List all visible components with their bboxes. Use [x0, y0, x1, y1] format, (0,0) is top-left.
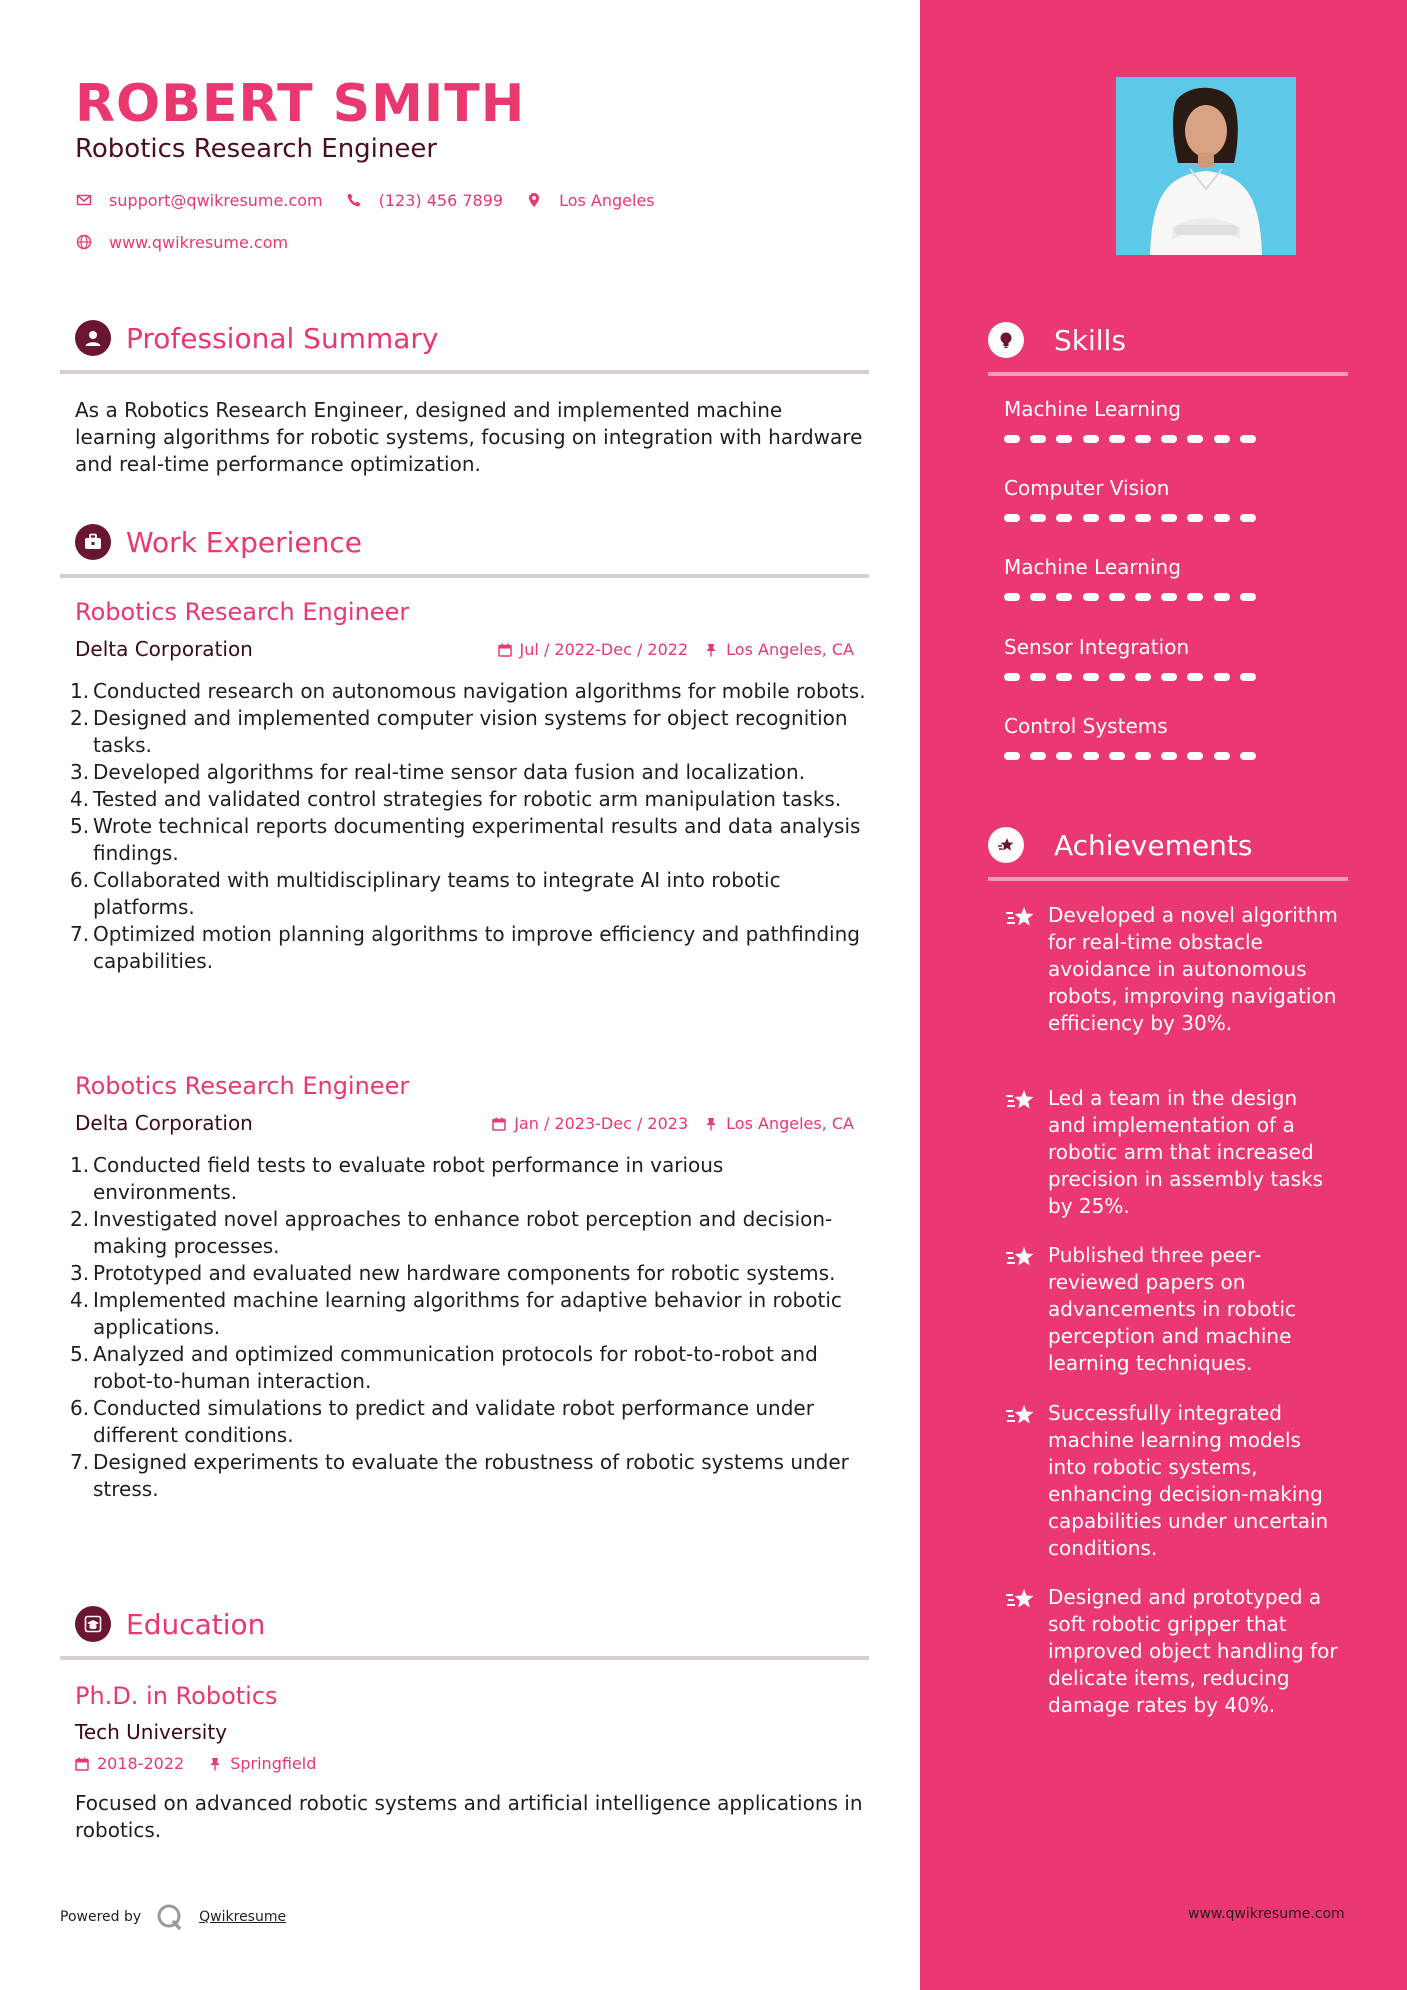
- skill-dash: [1030, 752, 1046, 760]
- skill-dash: [1030, 435, 1046, 443]
- skill-dash: [1161, 752, 1177, 760]
- skill-dash: [1083, 673, 1099, 681]
- achievement-text: Designed and prototyped a soft robotic gripper that improved object handling for delicate items, reducing damage rates by 40%.: [1048, 1585, 1338, 1717]
- skill-dash: [1187, 593, 1203, 601]
- achievement-text: Successfully integrated machine learning models into robotic systems, enhancing decision-making capabilities under uncertain conditions.: [1048, 1401, 1329, 1560]
- footer-website[interactable]: www.qwikresume.com: [1188, 1906, 1345, 1922]
- education-meta: [75, 1754, 316, 1773]
- skill-label: Control Systems: [1004, 714, 1168, 738]
- shooting-star-icon: [1004, 1402, 1038, 1430]
- skill-label: Computer Vision: [1004, 476, 1170, 500]
- phone-text: (123) 456 7899: [378, 190, 504, 210]
- summary-section-header: [60, 314, 869, 374]
- skill-dash: [1214, 435, 1230, 443]
- education-location: Springfield: [230, 1754, 317, 1773]
- job-title: Robotics Research Engineer: [75, 1072, 410, 1100]
- skill-dash: [1056, 673, 1072, 681]
- contact-phone[interactable]: [345, 191, 503, 210]
- qwikresume-link[interactable]: Qwikresume: [199, 1909, 287, 1925]
- education-dates: 2018-2022: [97, 1754, 185, 1773]
- skill-label: Sensor Integration: [1004, 635, 1190, 659]
- contact-block: [75, 188, 677, 272]
- skill-dash: [1240, 593, 1256, 601]
- skill-dash: [1161, 593, 1177, 601]
- globe-icon: [75, 233, 93, 251]
- skill-dash: [1083, 752, 1099, 760]
- qwikresume-logo-icon: [155, 1902, 185, 1932]
- skill-dash: [1187, 514, 1203, 522]
- summary-text: As a Robotics Research Engineer, designed and implemented machine learning algorithms for robotic systems, focusing on integration with hardware and real-time performance optimization.: [75, 398, 863, 476]
- skill-dash: [1004, 752, 1020, 760]
- experience-section-header: [60, 518, 869, 578]
- skill-dash: [1161, 673, 1177, 681]
- achievement-text: Published three peer-reviewed papers on advancements in robotic perception and machine learning techniques.: [1048, 1243, 1297, 1375]
- duty-item: 7. Designed experiments to evaluate the robustness of robotic systems under stress.: [70, 1450, 849, 1501]
- pin-icon: [704, 1117, 718, 1131]
- skill-dash: [1214, 752, 1230, 760]
- skill-item: [1004, 476, 1304, 504]
- skill-dash: [1030, 593, 1046, 601]
- skill-label: Machine Learning: [1004, 397, 1181, 421]
- duty-item: 5. Analyzed and optimized communication protocols for robot-to-robot and robot-to-human interaction.: [70, 1342, 818, 1393]
- skill-dash: [1135, 514, 1151, 522]
- skill-dash: [1214, 673, 1230, 681]
- contact-location: [525, 191, 655, 210]
- sidebar: [920, 0, 1407, 1990]
- location-text: Los Angeles: [559, 190, 655, 210]
- job-location: Los Angeles, CA: [726, 1114, 854, 1133]
- skill-dash: [1135, 593, 1151, 601]
- skill-level-dots: [1004, 514, 1264, 524]
- job-duties: [70, 1152, 870, 1503]
- pin-icon: [704, 643, 718, 657]
- email-text: support@qwikresume.com: [109, 190, 323, 210]
- job-dates: Jan / 2023-Dec / 2023: [514, 1114, 689, 1133]
- skill-dash: [1056, 593, 1072, 601]
- skill-dash: [1083, 593, 1099, 601]
- duty-item: 7. Optimized motion planning algorithms to improve efficiency and pathfinding capabilities.: [70, 922, 860, 973]
- job-title: Robotics Research Engineer: [75, 598, 410, 626]
- education-description: Focused on advanced robotic systems and artificial intelligence applications in robotics.: [75, 1791, 863, 1842]
- education-title: Education: [126, 1608, 266, 1641]
- calendar-icon: [492, 1117, 506, 1131]
- skill-dash: [1109, 593, 1125, 601]
- skill-item: [1004, 635, 1304, 663]
- pin-icon: [208, 1757, 222, 1771]
- skill-dash: [1030, 514, 1046, 522]
- skill-dash: [1056, 435, 1072, 443]
- skill-dash: [1187, 752, 1203, 760]
- skill-dash: [1004, 435, 1020, 443]
- skill-item: [1004, 397, 1304, 425]
- skill-label: Machine Learning: [1004, 555, 1181, 579]
- skill-dash: [1056, 514, 1072, 522]
- achievements-section-header: [988, 823, 1348, 881]
- education-school: Tech University: [75, 1720, 228, 1744]
- skill-dash: [1056, 752, 1072, 760]
- experience-title: Work Experience: [126, 526, 362, 559]
- skill-item: [1004, 555, 1304, 583]
- skill-dash: [1109, 514, 1125, 522]
- education-degree: Ph.D. in Robotics: [75, 1682, 278, 1710]
- skill-level-dots: [1004, 673, 1264, 683]
- job-meta: [498, 640, 854, 659]
- powered-by: [60, 1902, 286, 1932]
- job-duties: [70, 678, 870, 975]
- achievement-text: Developed a novel algorithm for real-time obstacle avoidance in autonomous robots, improving navigation efficiency by 30%.: [1048, 903, 1338, 1035]
- skills-section-header: [988, 318, 1348, 376]
- skill-dash: [1187, 435, 1203, 443]
- email-icon: [75, 191, 93, 209]
- skill-dash: [1240, 514, 1256, 522]
- duty-item: 4. Implemented machine learning algorithms for adaptive behavior in robotic applications.: [70, 1288, 842, 1339]
- shooting-star-icon: [1004, 1244, 1038, 1272]
- skill-dash: [1161, 514, 1177, 522]
- graduation-cap-icon: [75, 1606, 111, 1642]
- education-section-header: [60, 1600, 869, 1660]
- summary-title: Professional Summary: [126, 322, 439, 355]
- duty-item: 2. Designed and implemented computer vision systems for object recognition tasks.: [70, 706, 848, 757]
- website-text: www.qwikresume.com: [109, 232, 289, 252]
- briefcase-icon: [75, 524, 111, 560]
- skill-dash: [1214, 514, 1230, 522]
- skill-dash: [1240, 673, 1256, 681]
- skill-dash: [1083, 514, 1099, 522]
- achievement-text: Led a team in the design and implementation of a robotic arm that increased precision in assembly tasks by 25%.: [1048, 1086, 1324, 1218]
- contact-website[interactable]: [75, 233, 288, 252]
- job-dates: Jul / 2022-Dec / 2022: [519, 640, 689, 659]
- calendar-icon: [75, 1757, 89, 1771]
- user-icon: [75, 320, 111, 356]
- skill-level-dots: [1004, 435, 1264, 445]
- skill-dash: [1161, 435, 1177, 443]
- skill-item: [1004, 714, 1304, 742]
- skill-dash: [1004, 593, 1020, 601]
- duty-item: 4. Tested and validated control strategies for robotic arm manipulation tasks.: [70, 787, 842, 811]
- skill-dash: [1109, 435, 1125, 443]
- skill-dash: [1135, 752, 1151, 760]
- profile-photo: [1116, 77, 1296, 255]
- duty-item: 3. Prototyped and evaluated new hardware components for robotic systems.: [70, 1261, 836, 1285]
- duty-item: 5. Wrote technical reports documenting experimental results and data analysis findings.: [70, 814, 861, 865]
- powered-by-label: Powered by: [60, 1909, 142, 1925]
- skill-dash: [1109, 673, 1125, 681]
- skill-dash: [1004, 673, 1020, 681]
- skill-dash: [1240, 752, 1256, 760]
- phone-icon: [345, 191, 363, 209]
- shooting-star-icon: [1004, 1586, 1038, 1614]
- map-pin-icon: [525, 191, 543, 209]
- skill-dash: [1109, 752, 1125, 760]
- job-meta: [492, 1114, 854, 1133]
- skill-dash: [1135, 673, 1151, 681]
- skill-level-dots: [1004, 593, 1264, 603]
- lightbulb-icon: [988, 322, 1024, 358]
- star-badge-icon: [988, 827, 1024, 863]
- candidate-name: ROBERT SMITH: [75, 74, 526, 134]
- candidate-role: Robotics Research Engineer: [75, 134, 438, 164]
- achievements-title: Achievements: [1054, 829, 1253, 862]
- contact-email[interactable]: [75, 191, 323, 210]
- duty-item: 3. Developed algorithms for real-time sensor data fusion and localization.: [70, 760, 806, 784]
- duty-item: 1. Conducted research on autonomous navigation algorithms for mobile robots.: [70, 679, 866, 703]
- duty-item: 6. Collaborated with multidisciplinary teams to integrate AI into robotic platforms.: [70, 868, 781, 919]
- skill-dash: [1240, 435, 1256, 443]
- shooting-star-icon: [1004, 1087, 1038, 1115]
- duty-item: 6. Conducted simulations to predict and validate robot performance under different conditions.: [70, 1396, 814, 1447]
- skill-dash: [1214, 593, 1230, 601]
- skill-level-dots: [1004, 752, 1264, 762]
- skill-dash: [1135, 435, 1151, 443]
- duty-item: 2. Investigated novel approaches to enhance robot perception and decision-making processes.: [70, 1207, 833, 1258]
- shooting-star-icon: [1004, 904, 1038, 932]
- skills-title: Skills: [1054, 324, 1126, 357]
- skill-dash: [1083, 435, 1099, 443]
- job-company: Delta Corporation: [75, 637, 253, 661]
- skill-dash: [1030, 673, 1046, 681]
- skill-dash: [1004, 514, 1020, 522]
- skill-dash: [1187, 673, 1203, 681]
- duty-item: 1. Conducted field tests to evaluate robot performance in various environments.: [70, 1153, 724, 1204]
- job-location: Los Angeles, CA: [726, 640, 854, 659]
- job-company: Delta Corporation: [75, 1111, 253, 1135]
- calendar-icon: [498, 643, 512, 657]
